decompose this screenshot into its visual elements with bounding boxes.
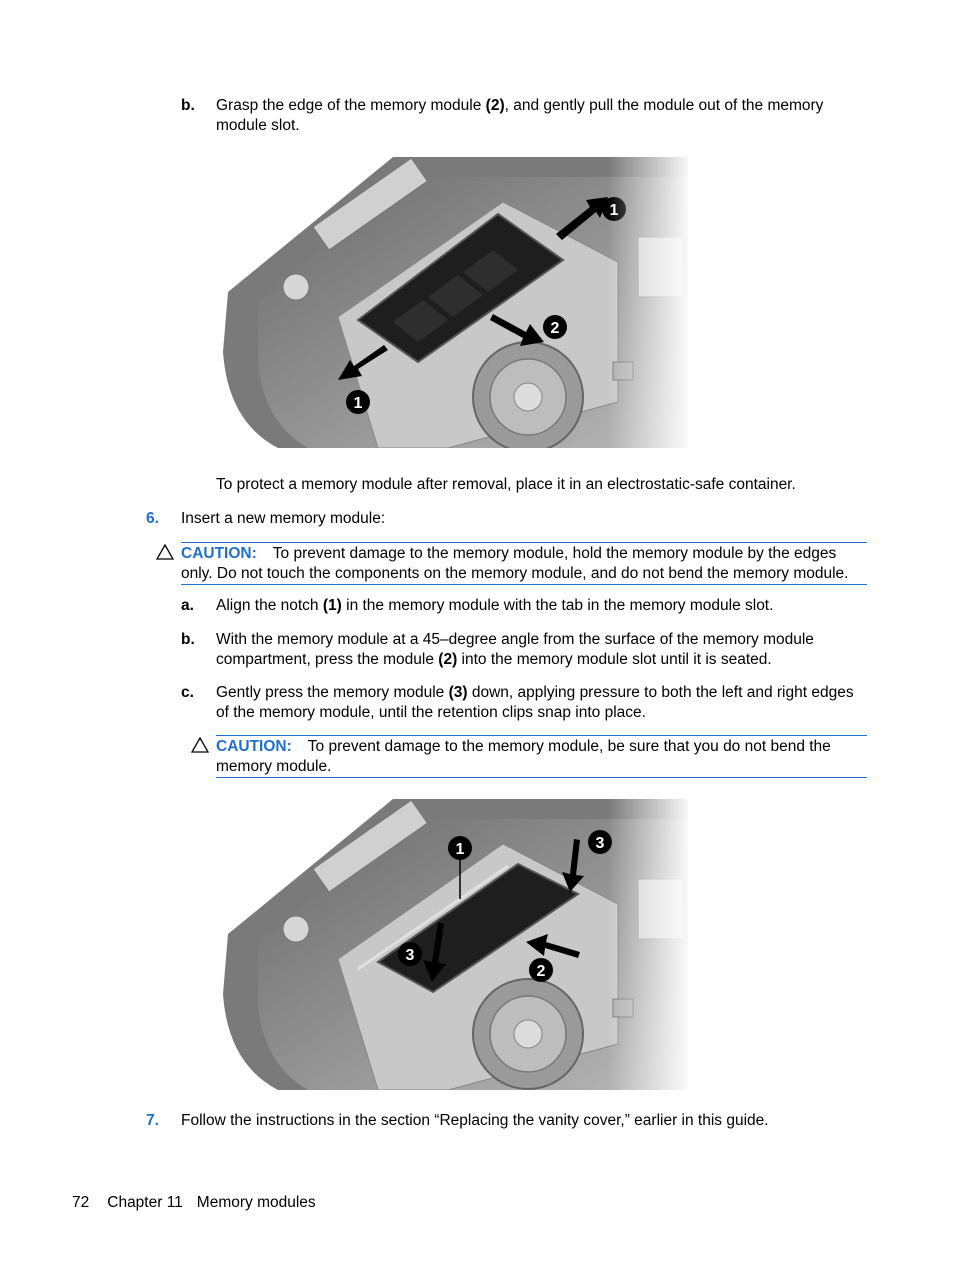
substep-line-1: Gently press the memory module (3) down, applying pressure to both the left and right edges — [216, 684, 854, 701]
substep-line-2: of the memory module, until the retention clips snap into place. — [216, 703, 646, 721]
chapter-label: Chapter 11 — [107, 1194, 183, 1211]
caution-line-1: CAUTION: To prevent damage to the memory module, hold the memory module by the edges — [181, 545, 837, 562]
substep-text: Align the notch (1) in the memory module with the tab in the memory module slot. — [216, 597, 774, 614]
substep-text — [216, 683, 876, 722]
substep-line-2: compartment, press the module (2) into the memory module slot until it is seated. — [216, 650, 772, 668]
memory-module-removal-illustration — [218, 152, 693, 448]
caution-2 — [216, 735, 867, 778]
caution-word: CAUTION: — [216, 738, 292, 755]
step-number: 6. — [146, 510, 159, 527]
caution-triangle-icon — [191, 737, 209, 753]
step-label: b. — [181, 97, 195, 114]
caution-word: CAUTION: — [181, 545, 257, 562]
caution-line-2: memory module. — [216, 757, 332, 775]
caution-line-2: only. Do not touch the components on the memory module, and do not bend the memory module. — [181, 564, 849, 582]
chapter-title: Memory modules — [196, 1194, 316, 1211]
page-number: 72 — [72, 1194, 90, 1211]
substep-label: c. — [181, 684, 194, 701]
step-line-1: Grasp the edge of the memory module (2), and gently pull the module out of the memory — [216, 97, 824, 114]
caution-line-1: CAUTION: To prevent damage to the memory module, be sure that you do not bend the — [216, 738, 831, 755]
substep-label: a. — [181, 597, 194, 614]
caution-triangle-icon — [156, 544, 174, 560]
substep-text — [216, 630, 876, 669]
step-line-2: module slot. — [216, 116, 300, 134]
step-text — [216, 96, 876, 135]
step-number: 7. — [146, 1112, 159, 1129]
caution-1 — [181, 542, 867, 585]
page-footer — [72, 1193, 316, 1213]
memory-module-insertion-illustration — [218, 794, 693, 1090]
substep-line-1: With the memory module at a 45–degree angle from the surface of the memory module — [216, 631, 814, 648]
step-text: Insert a new memory module: — [181, 510, 386, 527]
step-text: Follow the instructions in the section “Replacing the vanity cover,” earlier in this guide. — [181, 1112, 769, 1129]
protect-note: To protect a memory module after removal, place it in an electrostatic-safe container. — [216, 476, 796, 493]
substep-label: b. — [181, 631, 195, 648]
